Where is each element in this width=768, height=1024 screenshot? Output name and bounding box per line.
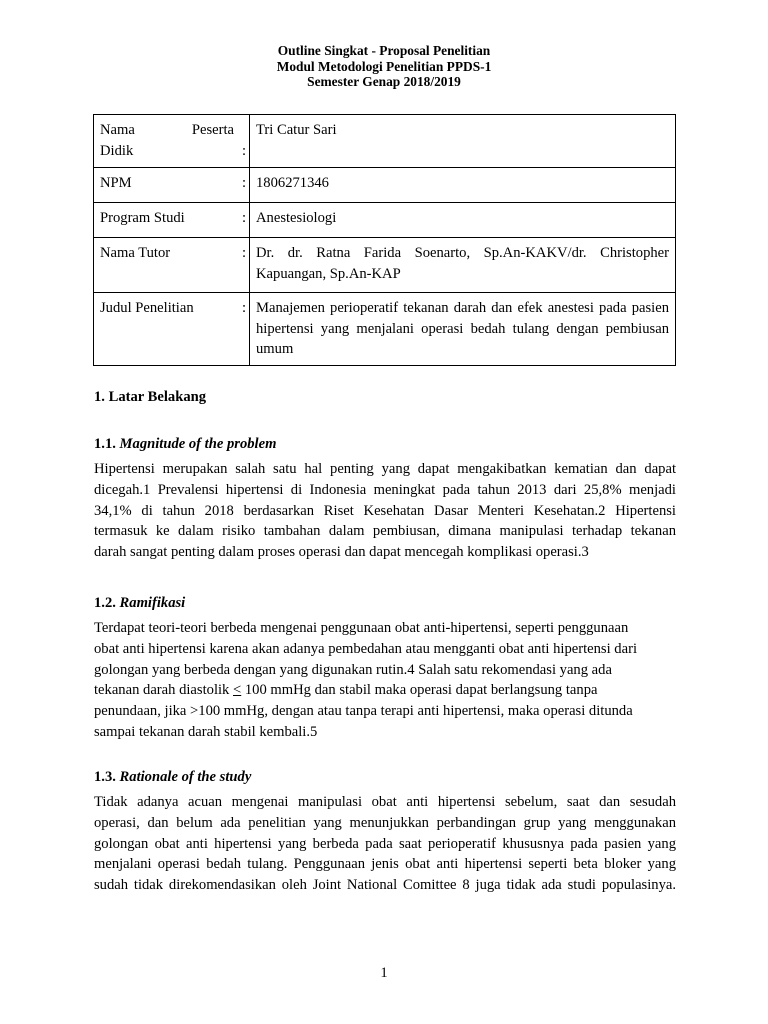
paragraph-line: sampai tekanan darah stabil kembali.5 [94,723,318,740]
paragraph-line: Tidak adanya acuan mengenai manipulasi obat anti hipertensi sebelum, saat dan sesudah [94,794,676,810]
paragraph-rationale [94,792,676,896]
page-number: 1 [380,965,388,981]
header-semester: Semester Genap 2018/2019 [307,74,461,89]
name-value: Tri Catur Sari [250,115,676,168]
header-module: Modul Metodologi Penelitian PPDS-1 [276,58,492,74]
prodi-label: Program Studi [94,203,240,238]
paragraph-line: golongan yang berbeda dengan yang digunakan rutin.4 Salah satu rekomendasi yang ada [94,661,612,678]
judul-value [250,293,676,366]
tutor-label: Nama Tutor [94,238,240,293]
subsection-heading-1-3: 1.3. Rationale of the study [94,769,252,785]
table-row [94,238,676,293]
subsection-title: Ramifikasi [119,595,186,611]
paragraph-line: Hipertensi merupakan salah satu hal penting yang dapat mengakibatkan kematian dan dapat [94,461,676,477]
paragraph-line: sudah tidak direkomendasikan oleh Joint National Comittee 8 juga tidak ada studi populasinya. [94,877,676,894]
paragraph-line: menjalani operasi bedah tulang. Penggunaan jenis obat anti hipertensi seperti beta bloker yang [94,856,676,873]
colon-cell: : [239,293,250,366]
document-header [0,43,768,90]
colon-cell: : [239,203,250,238]
prodi-value: Anestesiologi [250,203,676,238]
judul-value-line: umum [256,341,294,357]
name-label-part: Didik [100,142,134,159]
section-heading-latar-belakang: 1. Latar Belakang [94,389,207,405]
table-row [94,115,676,168]
paragraph-magnitude [94,459,676,563]
subsection-title: Rationale of the study [119,769,252,785]
student-info-table [93,114,676,366]
subsection-title: Magnitude of the problem [119,436,277,452]
name-label-part: Nama [100,122,135,138]
tutor-value-line: Dr. dr. Ratna Farida Soenarto, Sp.An-KAKV/dr. Christopher [256,245,669,261]
name-label-part: Peserta [191,122,234,138]
tutor-value [250,238,676,293]
paragraph-line: darah sangat penting dalam proses operasi dan dapat mencegah komplikasi operasi.3 [94,544,589,561]
paragraph-line: Terdapat teori-teori berbeda mengenai penggunaan obat anti-hipertensi, seperti penggunaan [94,620,629,636]
judul-label: Judul Penelitian [94,293,240,366]
npm-value: 1806271346 [250,168,676,203]
table-row [94,168,676,203]
paragraph-ramifikasi [94,618,676,743]
colon-cell: : [239,238,250,293]
table-row [94,293,676,366]
paragraph-line: obat anti hipertensi karena akan adanya pembedahan atau mengganti obat anti hipertensi dari [94,640,637,657]
subsection-heading-1-2: 1.2. Ramifikasi [94,595,186,611]
tutor-value-line: Kapuangan, Sp.An-KAP [256,265,401,282]
subsection-heading-1-1: 1.1. Magnitude of the problem [94,436,277,452]
paragraph-line: operasi, dan belum ada penelitian yang menunjukkan perbandingan grup yang menggunakan [94,814,676,831]
colon-cell: : [239,115,250,168]
judul-value-line: hipertensi yang menjalani operasi bedah tulang dengan pembiusan [256,320,669,337]
paragraph-line: tekanan darah diastolik < 100 mmHg dan stabil maka operasi dapat berlangsung tanpa [94,682,598,699]
paragraph-line: 34,1% di tahun 2018 berdasarkan Riset Kesehatan Dasar Menteri Kesehatan.2 Hipertensi [94,502,676,519]
npm-label: NPM [94,168,240,203]
name-label-cell [94,115,240,168]
table-row [94,203,676,238]
judul-value-line: Manajemen perioperatif tekanan darah dan efek anestesi pada pasien [256,300,669,316]
colon-cell: : [239,168,250,203]
paragraph-line: termasuk ke dalam risiko tambahan dalam pembiusan, dimana manipulasi terhadap tekanan [94,523,676,540]
paragraph-line: golongan obat anti hipertensi yang berbeda pada saat perioperatif khususnya pada pasien yang [94,835,676,852]
header-title: Outline Singkat - Proposal Penelitian [277,43,491,58]
paragraph-line: dicegah.1 Prevalensi hipertensi di Indonesia meningkat pada tahun 2013 dari 25,8% menjadi [94,481,676,498]
paragraph-line: penundaan, jika >100 mmHg, dengan atau tanpa terapi anti hipertensi, maka operasi ditunda [94,703,633,720]
